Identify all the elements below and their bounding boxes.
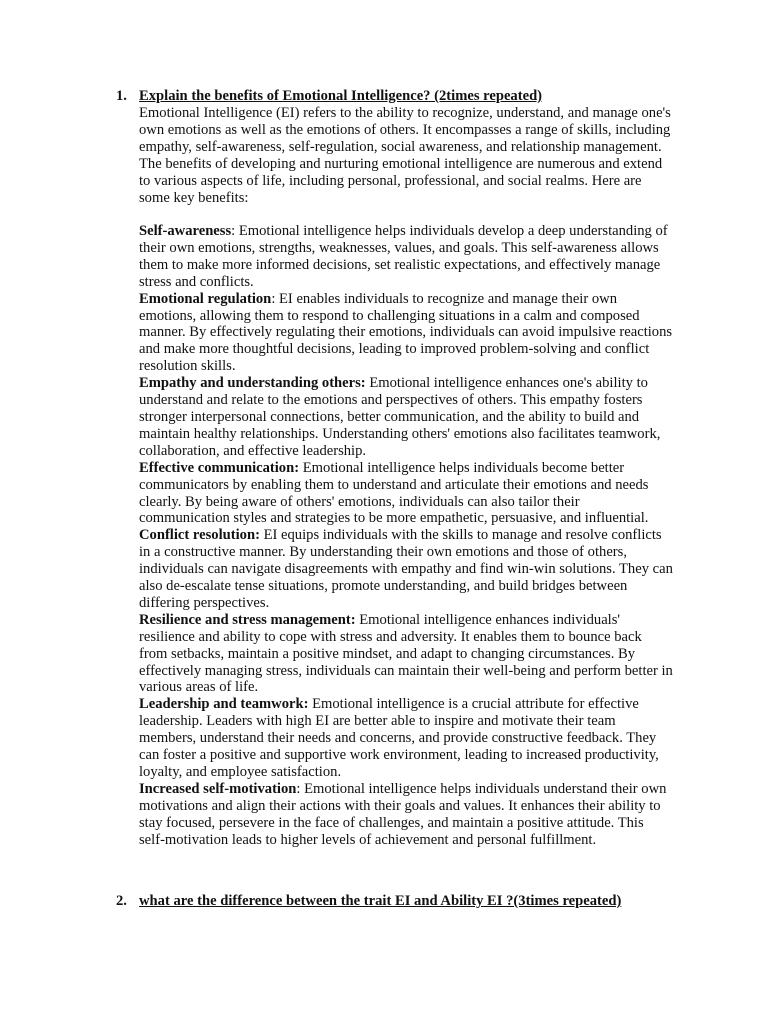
- benefit-term: Increased self-motivation: [139, 780, 297, 797]
- benefit-text: Emotional intelligence enhances individuals' resilience and ability to cope with stress and adversity. It enables them to bounce back from setbacks, maintain a positive mindset, and adapt to changing circumstances. By effectively managing stress, individuals can maintain their well-being and perform better in various areas of life.: [139, 611, 673, 696]
- benefit-term: Self-awareness: [139, 223, 232, 239]
- benefit-item: [139, 223, 673, 291]
- benefit-text: Emotional intelligence helps individuals understand their own motivations and align their actions with their goals and values. It enhances their ability to stay focused, persevere in the face of challenges, and maintain a positive attitude. This self-motivation leads to higher levels of achievement and personal fulfillment.: [139, 780, 667, 848]
- benefit-item: [139, 696, 673, 781]
- benefit-term: Effective communication:: [139, 459, 300, 476]
- benefit-term: Resilience and stress management:: [139, 611, 356, 628]
- question-1-intro: Emotional Intelligence (EI) refers to the ability to recognize, understand, and manage one's own emotions as well as the emotions of others. It encompasses a range of skills, including empathy, self-awareness, self-regulation, social awareness, and relationship management. The benefits of developing and nurturing emotional intelligence are numerous and extend to various aspects of life, including personal, professional, and social realms. Here are some key benefits:: [139, 105, 671, 206]
- benefit-item: [139, 527, 673, 612]
- benefit-item: [139, 460, 673, 528]
- benefit-text: Emotional intelligence is a crucial attribute for effective leadership. Leaders with high EI are better able to inspire and motivate their team members, understand their needs and concerns, and provide constructive feedback. They can foster a positive and supportive work environment, leading to increased productivity, loyalty, and employee satisfaction.: [139, 696, 659, 780]
- question-1-number: 1.: [116, 88, 127, 104]
- question-2-title: what are the difference between the trait EI and Ability EI ?(3times repeated): [139, 893, 622, 909]
- question-1-title: Explain the benefits of Emotional Intelligence? (2times repeated): [139, 88, 543, 104]
- benefit-separator: :: [271, 290, 280, 307]
- benefit-item: [139, 375, 673, 460]
- benefit-text: EI enables individuals to recognize and manage their own emotions, allowing them to respond to challenging situations in a calm and composed manner. By effectively regulating their emotions, individuals can avoid impulsive reactions and make more thoughtful decisions, leading to improved problem-solving and conflict resolution skills.: [139, 290, 673, 375]
- benefit-term: Leadership and teamwork:: [139, 696, 309, 713]
- benefit-separator: :: [231, 223, 239, 239]
- benefit-separator: :: [296, 780, 305, 797]
- question-2-number: 2.: [116, 893, 127, 909]
- benefit-text: Emotional intelligence helps individuals become better communicators by enabling them to understand and articulate their emotions and needs clearly. By being aware of others' emotions, individuals can also tailor their communication styles and strategies to be more empathetic, persuasive, and influential.: [139, 459, 649, 527]
- benefit-term: Emotional regulation: [139, 290, 272, 307]
- benefit-text: Emotional intelligence helps individuals develop a deep understanding of their own emotions, strengths, weaknesses, values, and goals. This self-awareness allows them to make more informed decisions, set realistic expectations, and effectively manage stress and conflicts.: [139, 223, 668, 290]
- benefit-item: [139, 291, 673, 376]
- benefit-item: [139, 781, 673, 849]
- benefits-list: [139, 223, 673, 849]
- benefit-text: Emotional intelligence enhances one's ability to understand and relate to the emotions and perspectives of others. This empathy fosters stronger interpersonal connections, better communication, and the ability to build and maintain healthy relationships. Understanding others' emotions also facilitates teamwork, collaboration, and effective leadership.: [139, 375, 661, 459]
- benefit-item: [139, 612, 673, 697]
- benefit-term: Empathy and understanding others:: [139, 375, 366, 392]
- benefit-term: Conflict resolution:: [139, 527, 260, 544]
- benefit-text: EI equips individuals with the skills to manage and resolve conflicts in a constructive manner. By understanding their own emotions and those of others, individuals can navigate disagreements with empathy and find win-win solutions. They can also de-escalate tense situations, promote understanding, and build bridges between differing perspectives.: [139, 527, 673, 611]
